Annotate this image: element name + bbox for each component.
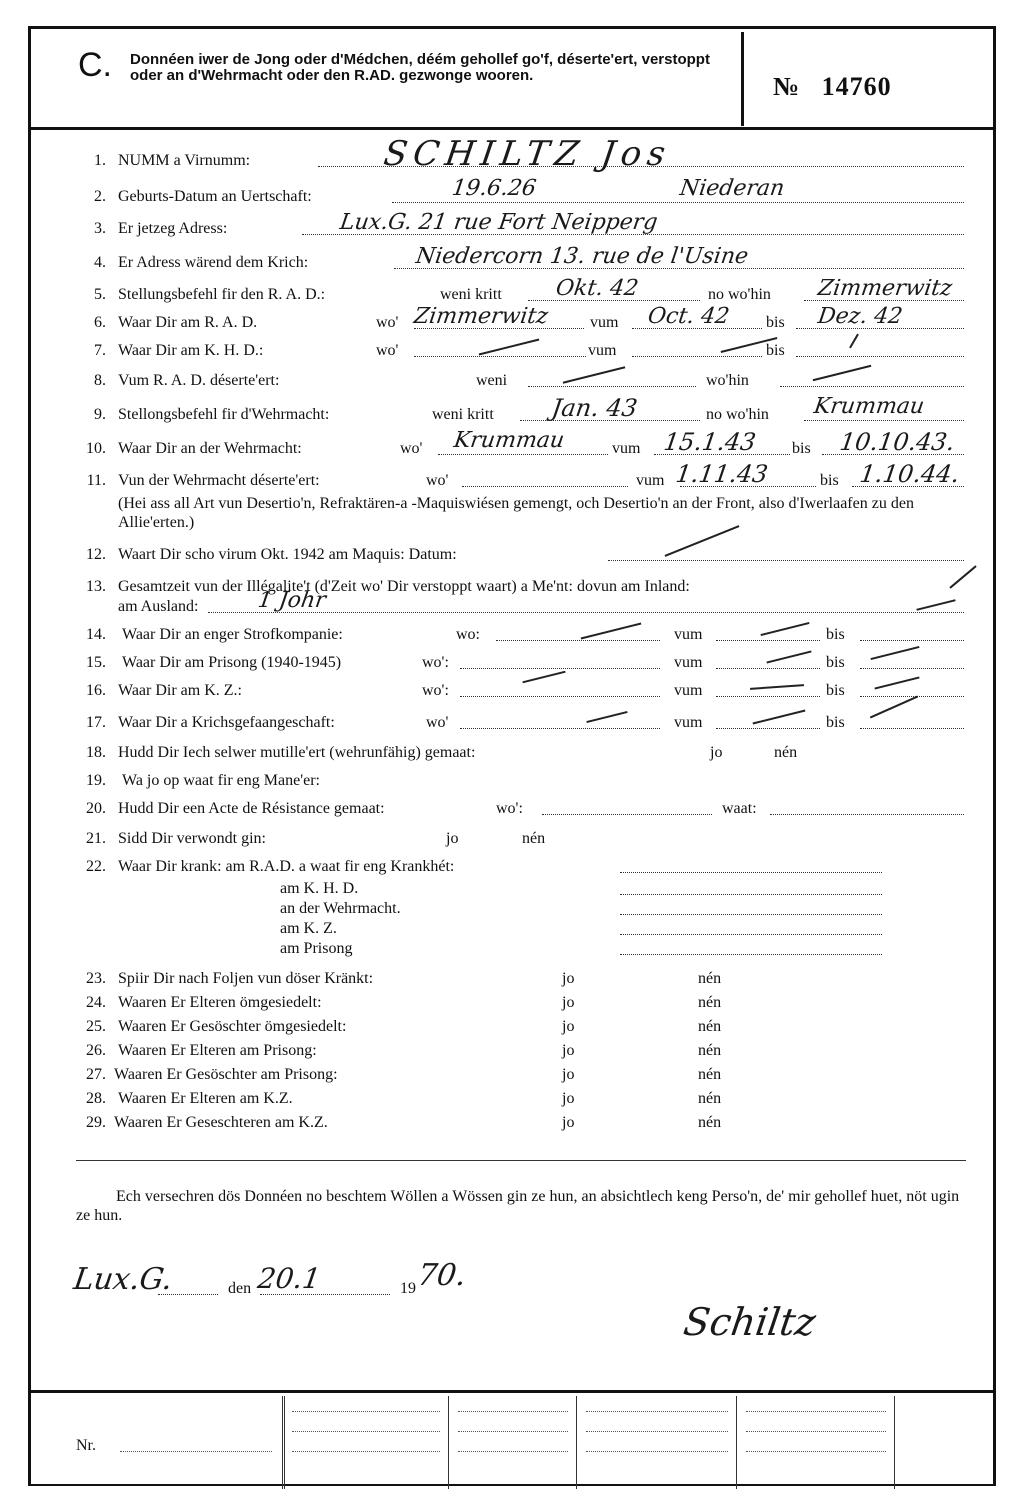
footer-divider [76,1160,966,1161]
vum-label: vum [674,654,703,671]
wo-label: wo' [376,314,399,331]
no-option: nén [698,970,722,987]
row-label: Vum R. A. D. déserte'ert: [118,372,280,389]
den-label: den [228,1280,252,1297]
row-11-note: (Hei ass all Art vun Desertio'n, Refraktären-a -Maquiswiésen gemengt, och Desertio'n an der Front, also d'Iwerlaafen zu den Allie'erten.) [118,495,914,531]
when-label: weni kritt [440,286,502,303]
row-number: 13. [86,578,106,595]
bis-label: bis [820,472,839,489]
wo-label: wo': [496,800,523,817]
illness-sub-khd: am K. H. D. [280,880,359,897]
when-label: weni [476,372,508,389]
row-number: 14. [86,626,106,643]
dotted-line [586,1451,728,1452]
row-number: 11. [86,472,106,489]
vum-label: vum [590,314,619,331]
registry-table [28,1390,996,1489]
wo-label: wo' [426,714,449,731]
yes-option: jo [562,994,575,1011]
dotted-line [460,654,660,669]
dotted-line [458,1411,568,1412]
desertion-from: 1.11.43 [674,460,770,488]
dotted-line [460,682,660,697]
signature: Schiltz [680,1300,819,1344]
dotted-line [586,1411,728,1412]
row-number: 26. [86,1042,106,1059]
wehrmacht-to: 10.10.43. [838,428,957,456]
row-label: Er jetzeg Adress: [118,220,228,237]
dotted-line [770,800,964,815]
wo-label: wo' [426,472,449,489]
section-letter: C. [78,46,112,84]
row-number: 5. [94,286,106,303]
row-label: Stellungsbefehl fir den R. A. D.: [118,286,326,303]
war-address-value: Niedercorn 13. rue de l'Usine [414,244,750,269]
row-label: Waaren Er Elteren am Prisong: [118,1042,317,1059]
yes-option: jo [562,1066,575,1083]
row-number: 7. [94,342,106,359]
header-divider [28,127,996,130]
vum-label: vum [636,472,665,489]
yes-option: jo [446,830,459,847]
current-address-value: Lux.G. 21 rue Fort Neipperg [338,210,660,235]
row-label: Waaren Er Elteren ömgesiedelt: [118,994,322,1011]
dotted-line [620,940,882,955]
row-number: 18. [86,744,106,761]
vum-label: vum [588,342,617,359]
row-number: 3. [94,220,106,237]
signing-place: Lux.G. [71,1262,175,1297]
dotted-line [586,1431,728,1432]
wo-label: wo: [456,626,480,643]
dotted-line [158,1280,218,1295]
name-value: SCHILTZ Jos [381,134,674,174]
dotted-line [796,342,964,357]
where-label: no wo'hin [708,286,771,303]
row-label: Spiir Dir nach Foljen vun döser Kränkt: [118,970,374,987]
row-number: 2. [94,188,106,205]
header-vertical-divider [741,32,744,126]
yes-option: jo [710,744,723,761]
row-label: Hudd Dir een Acte de Résistance gemaat: [118,800,385,817]
waat-label: waat: [722,800,757,817]
wo-label: wo' [376,342,399,359]
row-number: 4. [94,254,106,271]
row-number: 19. [86,772,106,789]
yes-option: jo [562,970,575,987]
no-option: nén [698,1018,722,1035]
wehrmacht-from: 15.1.43 [662,428,758,456]
wehrmacht-place: Krummau [452,428,566,453]
dotted-line [462,472,628,487]
row-number: 23. [86,970,106,987]
row-number: 24. [86,994,106,1011]
row-label: Waar Dir am K. H. D.: [118,342,264,359]
row-label: Hudd Dir Iech selwer mutille'ert (wehrunfähig) gemaat: [118,744,476,761]
dotted-line [780,372,964,387]
number-label: № [773,72,801,101]
illness-sub-prison: am Prisong [280,940,353,957]
signing-date: 20.1 [255,1262,323,1295]
bis-label: bis [766,342,785,359]
dotted-line [620,900,882,915]
row-number: 25. [86,1018,106,1035]
no-option: nén [698,994,722,1011]
bis-label: bis [826,714,845,731]
row-label: am Ausland: [118,598,199,615]
dotted-line [458,1431,568,1432]
row-label: Stellongsbefehl fir d'Wehrmacht: [118,406,330,423]
rad-order-place: Zimmerwitz [816,276,954,301]
row-label: Waar Dir an der Wehrmacht: [118,440,302,457]
bis-label: bis [792,440,811,457]
bis-label: bis [826,654,845,671]
row-number: 20. [86,800,106,817]
no-option: nén [698,1042,722,1059]
row-number: 15. [86,654,106,671]
illness-sub-wehrmacht: an der Wehrmacht. [280,900,401,917]
desertion-to: 1.10.44. [858,460,962,488]
dotted-line [860,682,964,697]
dotted-line [608,546,964,561]
rad-from: Oct. 42 [646,304,731,329]
vum-label: vum [674,714,703,731]
rad-order-date: Okt. 42 [554,276,640,301]
row-label: Waar Dir an enger Strofkompanie: [122,626,343,643]
rad-place: Zimmerwitz [412,304,550,329]
dotted-line [292,1451,440,1452]
row-label: Sidd Dir verwondt gin: [118,830,266,847]
birth-date-value: 19.6.26 [450,176,538,201]
form-title: Donnéen iwer de Jong oder d'Médchen, déém gehollef go'f, déserte'ert, verstoppt oder an d'Wehrmacht oder den R.AD. gezwonge wooren. [130,51,710,84]
row-label: Waaren Er Gesöschter am Prisong: [114,1066,338,1083]
dotted-line [746,1411,886,1412]
vum-label: vum [674,626,703,643]
row-number: 21. [86,830,106,847]
bis-label: bis [826,682,845,699]
row-number: 17. [86,714,106,731]
row-label: Gesamtzeit vun der Illégalite't (d'Zeit wo' Dir verstoppt waart) a Me'nt: dovun am Inland: [118,578,690,595]
table-column-divider [736,1396,737,1489]
row-number: 22. [86,858,106,875]
row-label: Waart Dir scho virum Okt. 1942 am Maquis: Datum: [118,546,457,563]
year-suffix: 70. [415,1258,469,1293]
yes-option: jo [562,1090,575,1107]
row-label: Waar Dir a Krichsgefaangeschaft: [118,714,335,731]
no-option: nén [522,830,546,847]
vum-label: vum [612,440,641,457]
dotted-line [746,1431,886,1432]
illness-sub-kz: am K. Z. [280,920,337,937]
dotted-line [716,714,820,729]
row-number: 9. [94,406,106,423]
where-label: no wo'hin [706,406,769,423]
bis-label: bis [766,314,785,331]
wo-label: wo' [400,440,423,457]
row-label: Geburts-Datum an Uertschaft: [118,188,312,205]
dotted-line [292,1411,440,1412]
row-label: Waaren Er Geseschteren am K.Z. [114,1114,328,1131]
vum-label: vum [674,682,703,699]
row-label: Waar Dir am Prisong (1940-1945) [122,654,342,671]
table-column-divider [894,1396,895,1489]
row-number: 29. [86,1114,106,1131]
row-number: 8. [94,372,106,389]
dotted-line [458,1451,568,1452]
number-value: 14760 [821,72,892,101]
row-label: Waaren Er Elteren am K.Z. [118,1090,293,1107]
dotted-line [120,1451,272,1452]
row-label: Waar Dir krank: am R.A.D. a waat fir eng Krankhét: [118,858,455,875]
dotted-line [620,880,882,895]
no-option: nén [698,1114,722,1131]
birth-place-value: Niederan [678,176,786,201]
table-column-divider [284,1396,285,1489]
row-label: Waar Dir am K. Z.: [118,682,242,699]
row-label: Vun der Wehrmacht déserte'ert: [118,472,320,489]
dotted-line [632,342,762,357]
row-number: 16. [86,682,106,699]
row-label: Waaren Er Gesöschter ömgesiedelt: [118,1018,347,1035]
no-option: nén [774,744,798,761]
bis-label: bis [826,626,845,643]
row-number: 10. [86,440,106,457]
no-option: nén [698,1090,722,1107]
yes-option: jo [562,1018,575,1035]
dotted-line [620,920,882,935]
row-label: Er Adress wärend dem Krich: [118,254,309,271]
yes-option: jo [562,1114,575,1131]
row-number: 27. [86,1066,106,1083]
dotted-line [528,372,696,387]
where-label: wo'hin [706,372,749,389]
wo-label: wo': [422,682,449,699]
wehrmacht-order-date: Jan. 43 [550,394,640,422]
dotted-line [716,682,820,697]
table-column-divider [448,1396,449,1489]
no-option: nén [698,1066,722,1083]
row-number: 28. [86,1090,106,1107]
declaration-text: Ech versechren dös Donnéen no beschtem Wöllen a Wössen gin ze hun, an absichtlech keng Perso'n, de' mir gehollef huet, nöt ugin ze hun. [76,1188,960,1224]
dotted-line [542,800,712,815]
row-number: 12. [86,546,106,563]
year-prefix: 19 [400,1280,416,1297]
dotted-line [746,1451,886,1452]
dotted-line [620,858,882,873]
row-label: Waar Dir am R. A. D. [118,314,258,331]
dotted-line [292,1431,440,1432]
rad-to: Dez. 42 [816,304,904,329]
row-label: Wa jo op waat fir eng Mane'er: [122,772,320,789]
dotted-line [496,626,660,641]
wo-label: wo': [422,654,449,671]
dotted-line [860,626,964,641]
row-number: 6. [94,314,106,331]
abroad-duration: 1 Johr [256,588,328,613]
registry-number-label: Nr. [76,1437,96,1454]
yes-option: jo [562,1042,575,1059]
table-column-divider [576,1396,577,1489]
when-label: weni kritt [432,406,494,423]
row-label: NUMM a Virnumm: [118,152,251,169]
dotted-line [460,714,660,729]
table-column-divider [282,1396,283,1489]
wehrmacht-order-place: Krummau [812,394,926,419]
row-number: 1. [94,152,106,169]
form-number [773,72,892,102]
